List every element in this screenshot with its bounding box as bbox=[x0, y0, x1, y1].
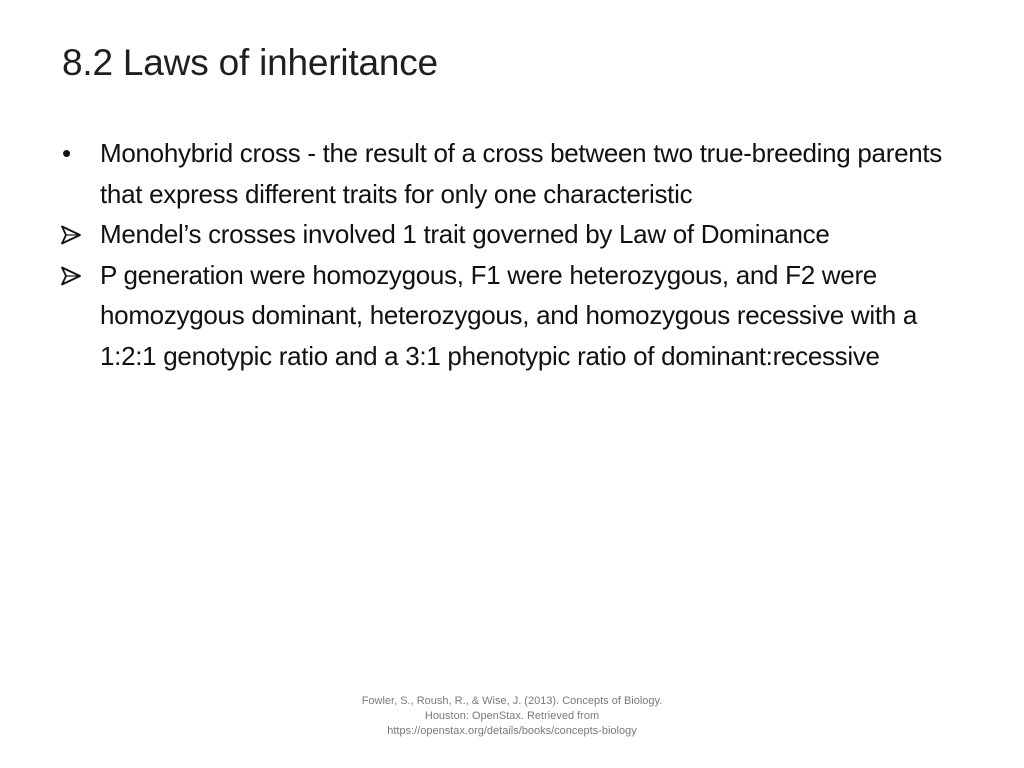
slide-title: 8.2 Laws of inheritance bbox=[62, 42, 438, 83]
bullet-text: Mendel’s crosses involved 1 trait governed by Law of Dominance bbox=[100, 219, 830, 249]
arrowhead-bullet-icon bbox=[60, 225, 82, 245]
citation bbox=[312, 694, 712, 739]
citation-line-3: https://openstax.org/details/books/concepts-biology bbox=[387, 725, 637, 737]
bullet-item-mendel-crosses bbox=[60, 214, 950, 255]
bullet-text: P generation were homozygous, F1 were heterozygous, and F2 were homozygous dominant, heterozygous, and homozygous recessive with a 1:2:1 genotypic ratio and a 3:1 phenotypic ratio of dominant:recessive bbox=[100, 259, 917, 371]
bullet-list bbox=[60, 133, 950, 376]
bullet-item-monohybrid-cross bbox=[60, 133, 950, 214]
citation-line-1: Fowler, S., Roush, R., & Wise, J. (2013). Concepts of Biology. bbox=[361, 695, 663, 707]
arrowhead-bullet-icon bbox=[60, 266, 82, 286]
citation-line-2: Houston: OpenStax. Retrieved from bbox=[424, 710, 600, 722]
bullet-text: Monohybrid cross - the result of a cross between two true-breeding parents that express different traits for only one characteristic bbox=[100, 138, 943, 209]
bullet-dot-icon: • bbox=[62, 138, 71, 168]
bullet-item-generations bbox=[60, 255, 950, 377]
